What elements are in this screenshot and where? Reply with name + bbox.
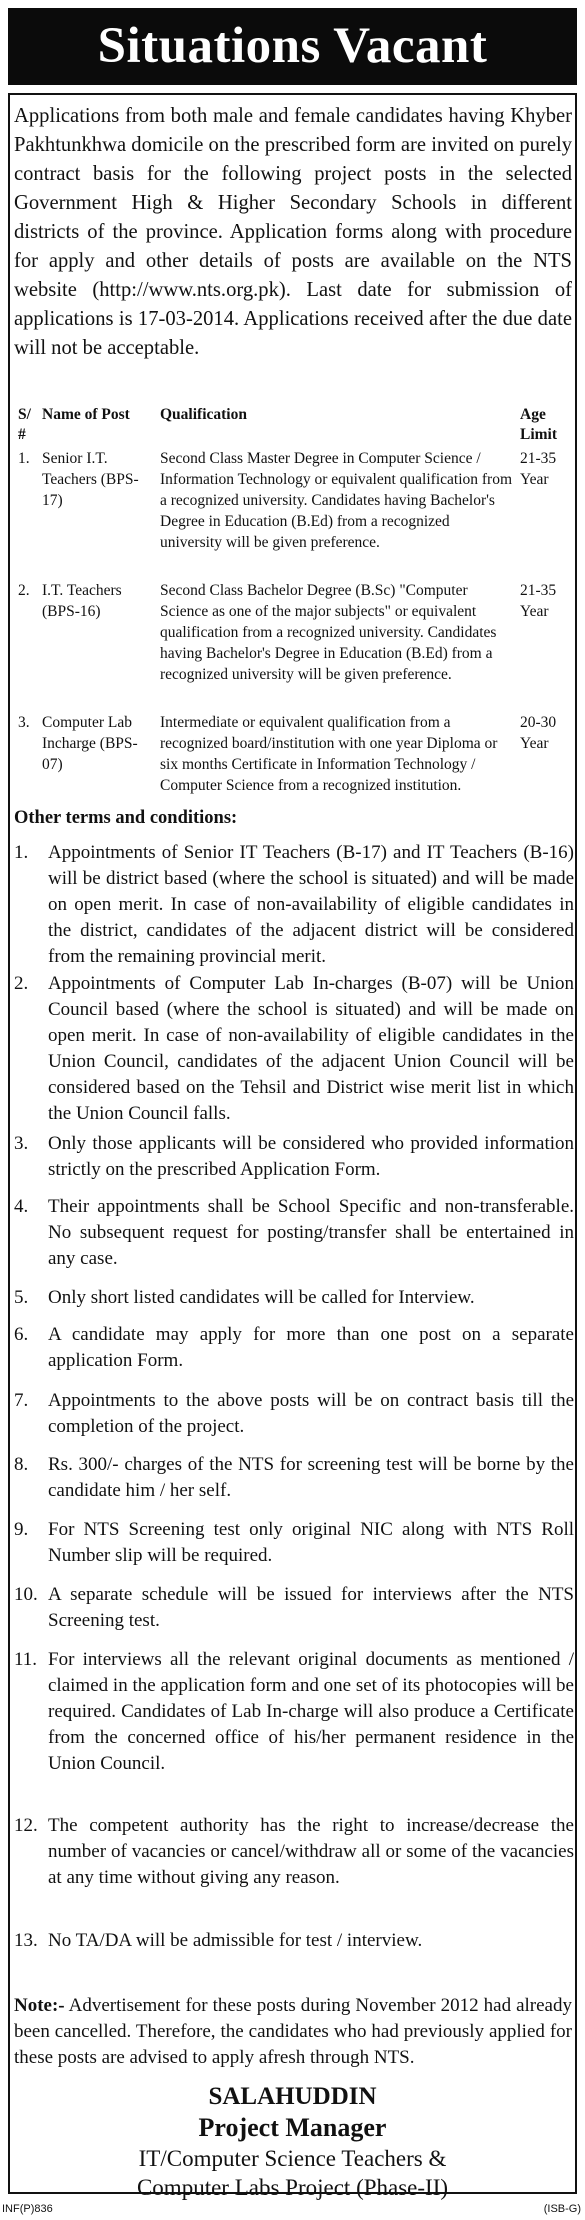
project-line-1: IT/Computer Science Teachers & <box>138 2146 447 2171</box>
term-number: 8. <box>14 1454 29 1475</box>
row-age: 20-30 Year <box>520 714 557 752</box>
term-text: A candidate may apply for more than one post on a separate application Form. <box>48 1324 574 1371</box>
row-sno: 3. <box>18 714 30 731</box>
table-header-sno: S/ # <box>18 406 31 443</box>
term-number: 5. <box>14 1287 29 1308</box>
row-post: Computer Lab Incharge (BPS-07) <box>42 714 138 773</box>
term-text: Rs. 300/- charges of the NTS for screening test will be borne by the candidate him / her self. <box>48 1454 574 1501</box>
term-text: Only those applicants will be considered who provided information strictly on the prescribed Application Form. <box>48 1133 574 1180</box>
project-line-2: Computer Labs Project (Phase-II) <box>136 2175 449 2200</box>
row-post: I.T. Teachers (BPS-16) <box>42 582 122 620</box>
page-title: Situations Vacant <box>97 18 488 74</box>
row-sno: 2. <box>18 582 30 599</box>
table-header-qualification: Qualification <box>160 406 247 423</box>
term-number: 2. <box>14 973 29 994</box>
term-text: Their appointments shall be School Specific and non-transferable. No subsequent request for posting/transfer shall be entertained in any case. <box>48 1196 574 1269</box>
table-row <box>0 448 585 558</box>
term-text: For interviews all the relevant original documents as mentioned / claimed in the application form and one set of its photocopies will be required. Candidates of Lab In-charge will also produce a Certificate from the concerned office of his/her permanent residence in the Union Council. <box>48 1649 574 1774</box>
note-text: Advertisement for these posts during November 2012 had already been cancelled. Therefore, the candidates who had previously applied for these posts are advised to apply afresh through NTS. <box>14 1995 572 2068</box>
term-number: 10. <box>14 1584 38 1605</box>
term-number: 7. <box>14 1390 29 1411</box>
table-row <box>0 580 585 690</box>
term-number: 13. <box>14 1930 38 1951</box>
row-post: Senior I.T. Teachers (BPS- 17) <box>42 450 139 509</box>
term-text: For NTS Screening test only original NIC along with NTS Roll Number slip will be required. <box>48 1519 574 1566</box>
signatory-title: Project Manager <box>198 2113 387 2142</box>
table-header-age: Age Limit <box>520 406 558 443</box>
table-row <box>0 712 585 802</box>
term-text: Only short listed candidates will be called for Interview. <box>48 1287 475 1308</box>
term-number: 3. <box>14 1133 29 1154</box>
table-header-post: Name of Post <box>42 406 130 423</box>
term-text: Appointments to the above posts will be on contract basis till the completion of the project. <box>48 1390 574 1437</box>
terms-heading: Other terms and conditions: <box>14 808 238 828</box>
footer-code-right: (ISB-G) <box>543 2203 581 2215</box>
term-number: 4. <box>14 1196 29 1217</box>
note-paragraph <box>14 1993 572 2071</box>
row-qualification: Second Class Master Degree in Computer Science / Information Technology or equivalent qualification from a recognized university. Candidates having Bachelor's Degree in Education (B.Ed) from a recognized university will be given preference. <box>160 450 513 551</box>
term-text: Appointments of Computer Lab In-charges (B-07) will be Union Council based (where the school is situated) and will be made on open merit. In case of non-availability of eligible candidates in the Union Council, candidates of the adjacent Union Council will be considered based on the Tehsil and District wise merit list in which the Union Council falls. <box>48 973 574 1124</box>
signatory-name: SALAHUDDIN <box>208 2083 377 2110</box>
term-number: 11. <box>14 1649 38 1670</box>
row-qualification: Second Class Bachelor Degree (B.Sc) "Computer Science as one of the major subjects" or equivalent qualification from a recognized university. Candidates having Bachelor's Degree in Education (B.Ed) from a recognized university will be given preference. <box>160 582 497 683</box>
term-text: No TA/DA will be admissible for test / interview. <box>48 1930 423 1951</box>
term-text: Appointments of Senior IT Teachers (B-17) and IT Teachers (B-16) will be district based (where the school is situated) and will be made on open merit. In case of non-availability of eligible candidates in the district, candidates of the adjacent district will be considered from the remaining provincial merit. <box>48 842 574 967</box>
term-number: 6. <box>14 1324 29 1345</box>
row-qualification: Intermediate or equivalent qualification from a recognized board/institution with one year Diploma or six months Certificate in Information Technology / Computer Science from a recognized institution. <box>160 714 498 794</box>
term-text: The competent authority has the right to increase/decrease the number of vacancies or cancel/withdraw all or some of the vacancies at any time without giving any reason. <box>48 1815 574 1888</box>
row-age: 21-35 Year <box>520 450 557 488</box>
intro-paragraph: Applications from both male and female candidates having Khyber Pakhtunkhwa domicile on the prescribed form are invited on purely contract basis for the following project posts in the selected Government High & Higher Secondary Schools in different districts of the province. Application forms along with procedure for apply and other details of posts are available on the NTS website (http://www.nts.org.pk). Last date for submission of applications is 17-03-2014. Applications received after the due date will not be acceptable. <box>14 105 572 359</box>
row-sno: 1. <box>18 450 30 467</box>
title-banner <box>8 8 577 85</box>
term-number: 1. <box>14 842 29 863</box>
term-number: 9. <box>14 1519 29 1540</box>
term-number: 12. <box>14 1815 38 1836</box>
footer-code-left: INF(P)836 <box>2 2203 53 2215</box>
term-text: A separate schedule will be issued for interviews after the NTS Screening test. <box>48 1584 574 1631</box>
note-label: Note:- <box>14 1995 65 2016</box>
row-age: 21-35 Year <box>520 582 557 620</box>
